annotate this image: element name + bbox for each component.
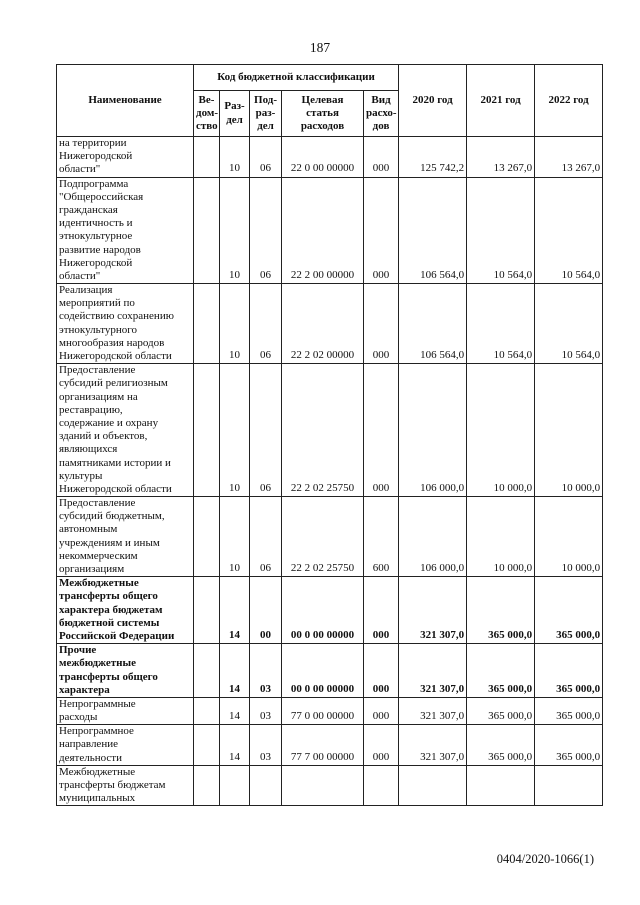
cell-vid: 000 xyxy=(364,725,399,766)
cell-podrazdel xyxy=(250,765,282,806)
cell-2022: 10 564,0 xyxy=(535,284,603,364)
table-body xyxy=(57,137,603,806)
cell-celevaya: 22 2 02 25750 xyxy=(282,364,364,497)
cell-2020: 321 307,0 xyxy=(399,577,467,644)
cell-name: Межбюджетные трансферты бюджетам муниципальных xyxy=(57,765,194,806)
cell-razdel: 10 xyxy=(220,284,250,364)
cell-name: Подпрограмма "Общероссийская гражданская идентичность и этнокультурное развитие народов Нижегородской области" xyxy=(57,177,194,284)
table-row xyxy=(57,177,603,284)
cell-celevaya: 22 2 00 00000 xyxy=(282,177,364,284)
cell-razdel: 14 xyxy=(220,725,250,766)
cell-name: Предоставление субсидий религиозным организациям на реставрацию, содержание и охрану зданий и объектов, являющихся памятниками истории и культуры Нижегородской области xyxy=(57,364,194,497)
cell-2021: 365 000,0 xyxy=(467,577,535,644)
cell-razdel: 10 xyxy=(220,364,250,497)
cell-2020: 125 742,2 xyxy=(399,137,467,178)
header-name: Наименование xyxy=(57,65,194,137)
cell-podrazdel: 06 xyxy=(250,177,282,284)
cell-vid: 000 xyxy=(364,697,399,724)
cell-2021: 10 564,0 xyxy=(467,177,535,284)
cell-podrazdel: 06 xyxy=(250,497,282,577)
cell-vid: 000 xyxy=(364,644,399,698)
cell-razdel: 10 xyxy=(220,137,250,178)
cell-razdel: 14 xyxy=(220,697,250,724)
cell-name: Непрограммные расходы xyxy=(57,697,194,724)
page-number: 187 xyxy=(309,40,331,55)
cell-name: Непрограммное направление деятельности xyxy=(57,725,194,766)
cell-podrazdel: 03 xyxy=(250,644,282,698)
cell-vid: 000 xyxy=(364,284,399,364)
cell-vedomstvo xyxy=(194,364,220,497)
cell-2020: 321 307,0 xyxy=(399,725,467,766)
budget-table xyxy=(56,64,603,806)
cell-podrazdel: 03 xyxy=(250,697,282,724)
cell-celevaya xyxy=(282,765,364,806)
cell-vedomstvo xyxy=(194,137,220,178)
cell-vid xyxy=(364,765,399,806)
table-row xyxy=(57,497,603,577)
cell-vid: 600 xyxy=(364,497,399,577)
cell-podrazdel: 03 xyxy=(250,725,282,766)
cell-vedomstvo xyxy=(194,177,220,284)
cell-2020: 106 000,0 xyxy=(399,364,467,497)
cell-2022: 10 564,0 xyxy=(535,177,603,284)
cell-razdel: 14 xyxy=(220,577,250,644)
header-2022: 2022 год xyxy=(535,65,603,137)
cell-2022: 13 267,0 xyxy=(535,137,603,178)
cell-razdel: 14 xyxy=(220,644,250,698)
cell-vedomstvo xyxy=(194,725,220,766)
header-2021: 2021 год xyxy=(467,65,535,137)
cell-celevaya: 22 2 02 25750 xyxy=(282,497,364,577)
cell-podrazdel: 00 xyxy=(250,577,282,644)
cell-name: Предоставление субсидий бюджетным, автономным учреждениям и иным некоммерческим организациям xyxy=(57,497,194,577)
cell-podrazdel: 06 xyxy=(250,137,282,178)
cell-vid: 000 xyxy=(364,577,399,644)
document-code: 0404/2020-1066(1) xyxy=(496,852,594,866)
cell-name: Прочие межбюджетные трансферты общего характера xyxy=(57,644,194,698)
table-row xyxy=(57,697,603,724)
cell-celevaya: 77 7 00 00000 xyxy=(282,725,364,766)
cell-2021: 13 267,0 xyxy=(467,137,535,178)
cell-vedomstvo xyxy=(194,497,220,577)
cell-razdel: 10 xyxy=(220,177,250,284)
cell-celevaya: 00 0 00 00000 xyxy=(282,577,364,644)
cell-name: Реализация мероприятий по содействию сохранению этнокультурного многообразия народов Нижегородской области xyxy=(57,284,194,364)
cell-2021: 10 000,0 xyxy=(467,364,535,497)
cell-2021: 10 564,0 xyxy=(467,284,535,364)
cell-2020: 321 307,0 xyxy=(399,697,467,724)
cell-name: Межбюджетные трансферты общего характера бюджетам бюджетной системы Российской Федерации xyxy=(57,577,194,644)
cell-2020: 106 000,0 xyxy=(399,497,467,577)
header-vedomstvo: Ве- дом- ство xyxy=(194,91,220,137)
table-row xyxy=(57,644,603,698)
table-row xyxy=(57,577,603,644)
cell-2022 xyxy=(535,765,603,806)
cell-2020 xyxy=(399,765,467,806)
cell-vedomstvo xyxy=(194,577,220,644)
cell-2021: 10 000,0 xyxy=(467,497,535,577)
cell-vid: 000 xyxy=(364,137,399,178)
cell-2021: 365 000,0 xyxy=(467,725,535,766)
cell-celevaya: 22 0 00 00000 xyxy=(282,137,364,178)
cell-razdel xyxy=(220,765,250,806)
table-row xyxy=(57,284,603,364)
cell-2021 xyxy=(467,765,535,806)
cell-2022: 365 000,0 xyxy=(535,697,603,724)
cell-vid: 000 xyxy=(364,364,399,497)
table-row xyxy=(57,364,603,497)
cell-podrazdel: 06 xyxy=(250,284,282,364)
cell-2022: 10 000,0 xyxy=(535,497,603,577)
cell-2022: 365 000,0 xyxy=(535,725,603,766)
header-2020: 2020 год xyxy=(399,65,467,137)
header-code-group: Код бюджетной классификации xyxy=(194,65,399,91)
header-vid: Вид расхо- дов xyxy=(364,91,399,137)
cell-2022: 365 000,0 xyxy=(535,577,603,644)
table-row xyxy=(57,725,603,766)
table-row xyxy=(57,137,603,178)
cell-2021: 365 000,0 xyxy=(467,644,535,698)
cell-razdel: 10 xyxy=(220,497,250,577)
cell-2022: 365 000,0 xyxy=(535,644,603,698)
cell-vedomstvo xyxy=(194,284,220,364)
cell-vedomstvo xyxy=(194,644,220,698)
cell-vedomstvo xyxy=(194,765,220,806)
cell-2022: 10 000,0 xyxy=(535,364,603,497)
cell-celevaya: 77 0 00 00000 xyxy=(282,697,364,724)
header-celevaya: Целевая статья расходов xyxy=(282,91,364,137)
cell-vedomstvo xyxy=(194,697,220,724)
cell-2021: 365 000,0 xyxy=(467,697,535,724)
cell-vid: 000 xyxy=(364,177,399,284)
cell-celevaya: 00 0 00 00000 xyxy=(282,644,364,698)
cell-2020: 106 564,0 xyxy=(399,284,467,364)
cell-name: на территории Нижегородской области" xyxy=(57,137,194,178)
table-row xyxy=(57,765,603,806)
cell-2020: 321 307,0 xyxy=(399,644,467,698)
cell-celevaya: 22 2 02 00000 xyxy=(282,284,364,364)
header-razdel: Раз- дел xyxy=(220,91,250,137)
header-podrazdel: Под- раз- дел xyxy=(250,91,282,137)
cell-2020: 106 564,0 xyxy=(399,177,467,284)
cell-podrazdel: 06 xyxy=(250,364,282,497)
